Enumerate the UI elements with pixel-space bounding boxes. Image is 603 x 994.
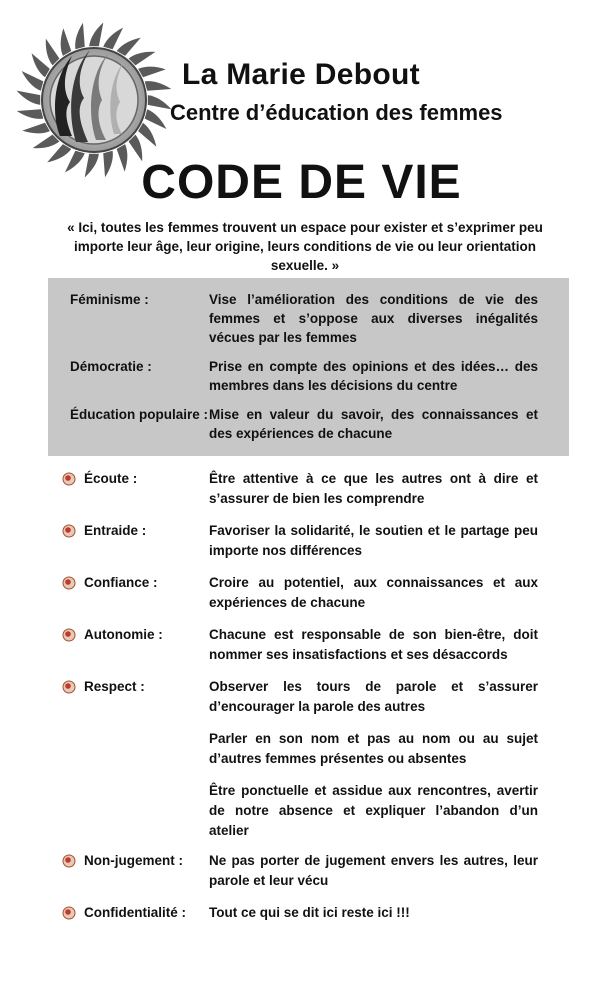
value-desc: Prise en compte des opinions et des idées… des membres dans les décisions du centre xyxy=(209,359,538,393)
value-term: Éducation populaire : xyxy=(70,407,209,422)
page-title: CODE DE VIE xyxy=(141,156,462,209)
value-term: Féminisme : xyxy=(70,292,149,307)
rule-term: Écoute : xyxy=(84,471,138,486)
respect-extra-1: Parler en son nom et pas au nom ou au sujet d’autres femmes présentes ou absentes xyxy=(209,731,538,766)
value-desc: Mise en valeur du savoir, des connaissances et des expériences de chacune xyxy=(209,407,538,441)
round-bullet-icon xyxy=(62,576,76,590)
round-bullet-icon xyxy=(62,472,76,486)
round-bullet-icon xyxy=(62,628,76,642)
rule-desc: Favoriser la solidarité, le soutien et le partage peu importe nos différences xyxy=(209,523,538,558)
value-term: Démocratie : xyxy=(70,359,152,374)
rule-desc: Être attentive à ce que les autres ont à dire et s’assurer de bien les comprendre xyxy=(209,471,538,506)
rule-term: Confiance : xyxy=(84,575,158,590)
round-bullet-icon xyxy=(62,524,76,538)
rule-term: Confidentialité : xyxy=(84,905,186,920)
rule-desc: Tout ce qui se dit ici reste ici !!! xyxy=(209,905,410,920)
rule-desc: Observer les tours de parole et s’assurer d’encourager la parole des autres xyxy=(209,679,538,714)
respect-extra-2: Être ponctuelle et assidue aux rencontres, avertir de notre absence et expliquer l’abandon d’un atelier xyxy=(209,783,538,838)
rule-term: Respect : xyxy=(84,679,145,694)
rule-term: Non-jugement : xyxy=(84,853,183,868)
rule-desc: Croire au potentiel, aux connaissances et aux expériences de chacune xyxy=(209,575,538,610)
rule-desc: Ne pas porter de jugement envers les autres, leur parole et leur vécu xyxy=(209,853,538,888)
rule-desc: Chacune est responsable de son bien-être, doit nommer ses insatisfactions et ses désaccords xyxy=(209,627,538,662)
rule-term: Entraide : xyxy=(84,523,147,538)
round-bullet-icon xyxy=(62,906,76,920)
rule-term: Autonomie : xyxy=(84,627,163,642)
round-bullet-icon xyxy=(62,680,76,694)
round-bullet-icon xyxy=(62,854,76,868)
org-subtitle: Centre d’éducation des femmes xyxy=(170,100,503,125)
org-name: La Marie Debout xyxy=(182,58,420,91)
mission-quote: « Ici, toutes les femmes trouvent un espace pour exister et s’exprimer peu importe leur âge, leur origine, leurs conditions de vie ou leur orientation sexuelle. » xyxy=(67,220,543,273)
value-desc: Vise l’amélioration des conditions de vie des femmes et s’oppose aux diverses inégalités vécues par les femmes xyxy=(209,292,538,345)
